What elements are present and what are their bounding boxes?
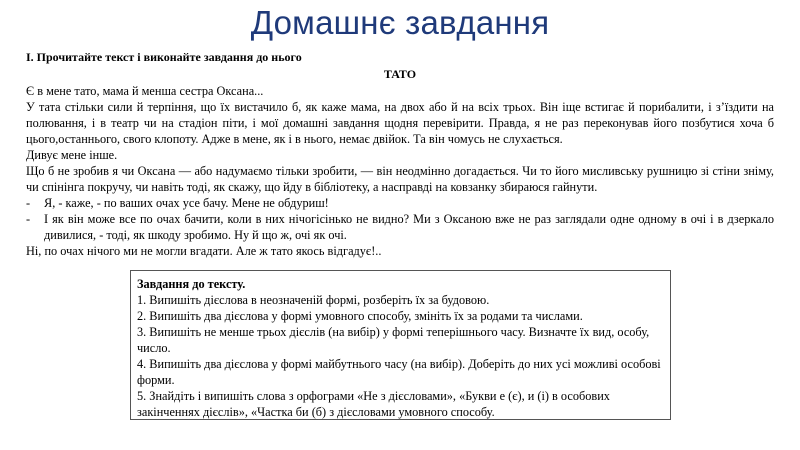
story-paragraph: У тата стільки сили й терпіння, що їх вистачило б, як каже мама, на двох або й на всіх трьох. Він іще встигає й порибалити, і з’їздити на полювання, і в театр чи на стадіон піти, і мої домашні завдання щодня перевірити. Правда, я не раз переконував його позбутися хоча б цього,останнього, свого клопоту. Адже в мене, як і в нього, немає двійок. Та він чомусь не слухається. bbox=[26, 100, 774, 146]
task-item: 1. Випишіть дієслова в неозначеній формі, розберіть їх за будовою. bbox=[137, 293, 490, 307]
task-item: 3. Випишіть не менше трьох дієслів (на вибір) у формі теперішнього часу. Визначте їх вид, особу, число. bbox=[137, 325, 650, 355]
text-title: ТАТО bbox=[383, 67, 417, 81]
story-paragraph: Є в мене тато, мама й менша сестра Оксана... bbox=[26, 84, 264, 98]
dialog-dash: - bbox=[26, 196, 31, 210]
dialog-text: Я, - каже, - по ваших очах усе бачу. Мене не обдуриш! bbox=[44, 196, 329, 210]
story-text bbox=[26, 83, 774, 259]
tasks-title: Завдання до тексту. bbox=[137, 277, 246, 291]
task-header: І. Прочитайте текст і виконайте завдання до нього bbox=[26, 50, 302, 64]
dialog-dash: - bbox=[26, 212, 31, 226]
story-paragraph: Ні, по очах нічого ми не могли вгадати. Але ж тато якось відгадує!.. bbox=[26, 244, 382, 258]
page-title: Домашнє завдання bbox=[250, 4, 550, 41]
story-paragraph: Дивує мене інше. bbox=[26, 148, 118, 162]
dialog-text: І як він може все по очах бачити, коли в них нічогісінько не видно? Ми з Оксаною вже не раз заглядали одне одному в очі і в дзеркало дивилися, - тоді, як шкоду зробимо. Ну й що ж, очі як очі. bbox=[44, 212, 774, 242]
task-item: 5. Знайдіть і випишіть слова з орфограми «Не з дієсловами», «Букви е (є), и (і) в особових закінченнях дієслів», «Частка би (б) з дієсловами умовного способу. bbox=[137, 389, 610, 419]
tasks-box bbox=[130, 270, 671, 420]
task-item: 2. Випишіть два дієслова у формі умовного способу, змініть їх за родами та числами. bbox=[137, 309, 583, 323]
dialog-line bbox=[26, 211, 774, 243]
story-paragraph: Що б не зробив я чи Оксана — або надумаємо тільки зробити, — він неодмінно догадається. Чи то його мисливську рушницю зі стіни зніму, чи спінінга покручу, чи навіть тоді, як скажу, що йду в бібліотеку, а насправді на ковзанку збираюся гайнути. bbox=[26, 164, 774, 194]
dialog-line bbox=[26, 195, 774, 211]
task-item: 4. Випишіть два дієслова у формі майбутнього часу (на вибір). Доберіть до них усі можливі особові форми. bbox=[137, 357, 661, 387]
